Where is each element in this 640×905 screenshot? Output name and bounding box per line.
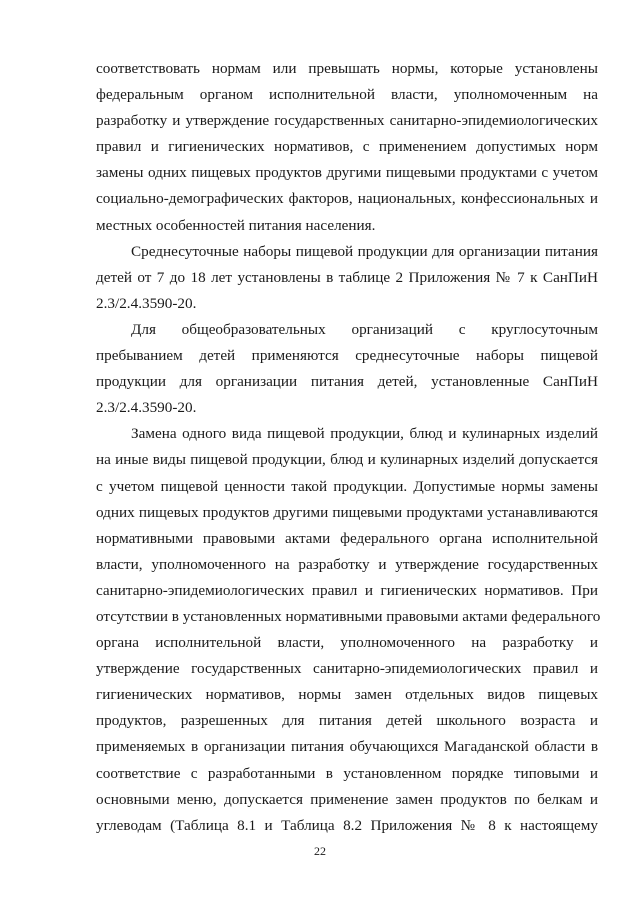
paragraph-1	[96, 56, 598, 239]
text-line: правил и гигиенических нормативов, с применением допустимых норм	[96, 138, 598, 156]
text-line: органа исполнительной власти, уполномоченного на разработку и	[96, 634, 598, 652]
text-line: федеральным органом исполнительной власти, уполномоченным на	[96, 86, 598, 104]
text-line: детей от 7 до 18 лет установлены в таблице 2 Приложения № 7 к СанПиН	[96, 268, 598, 286]
text-line: 2.3/2.4.3590-20.	[96, 294, 197, 312]
text-line: применяемых в организации питания обучающихся Магаданской области в	[96, 738, 598, 756]
text-line: углеводам (Таблица 8.1 и Таблица 8.2 Приложения № 8 к настоящему	[96, 816, 598, 834]
text-line: продуктов, разрешенных для питания детей школьного возраста и	[96, 712, 598, 730]
text-line: местных особенностей питания населения.	[96, 216, 376, 234]
text-line: основными меню, допускается применение замен продуктов по белкам и	[96, 790, 598, 808]
text-line: на иные виды пищевой продукции, блюд и кулинарных изделий допускается	[96, 451, 598, 469]
text-line: Для общеобразовательных организаций с круглосуточным	[131, 320, 598, 338]
paragraph-3	[96, 317, 598, 421]
text-line: 2.3/2.4.3590-20.	[96, 399, 197, 417]
text-line: власти, уполномоченного на разработку и утверждение государственных	[96, 555, 598, 573]
text-line: санитарно-эпидемиологических правил и гигиенических нормативов. При	[96, 581, 598, 599]
text-line: пребыванием детей применяются среднесуточные наборы пищевой	[96, 347, 598, 365]
text-line: утверждение государственных санитарно-эпидемиологических правил и	[96, 660, 598, 678]
text-line: разработку и утверждение государственных санитарно-эпидемиологических	[96, 112, 598, 130]
paragraph-2	[96, 239, 598, 317]
text-line: гигиенических нормативов, нормы замен отдельных видов пищевых	[96, 686, 598, 704]
text-line: нормативными правовыми актами федерального органа исполнительной	[96, 529, 598, 547]
text-line: Среднесуточные наборы пищевой продукции для организации питания	[131, 242, 598, 260]
text-line: Замена одного вида пищевой продукции, блюд и кулинарных изделий	[131, 425, 598, 443]
page-number: 22	[314, 844, 326, 858]
text-line: замены одних пищевых продуктов другими пищевыми продуктами с учетом	[96, 164, 598, 182]
text-line: социально-демографических факторов, национальных, конфессиональных и	[96, 190, 598, 208]
paragraph-4	[96, 421, 601, 839]
text-line: с учетом пищевой ценности такой продукции. Допустимые нормы замены	[96, 477, 598, 495]
text-line: одних пищевых продуктов другими пищевыми продуктами устанавливаются	[96, 503, 598, 521]
body-text	[96, 56, 601, 839]
text-line: соответствовать нормам или превышать нормы, которые установлены	[96, 60, 598, 77]
text-line: соответствие с разработанными в установленном порядке типовыми и	[96, 764, 598, 782]
text-line: отсутствии в установленных нормативными правовыми актами федерального	[96, 607, 601, 625]
text-line: продукции для организации питания детей, установленные СанПиН	[96, 373, 598, 391]
